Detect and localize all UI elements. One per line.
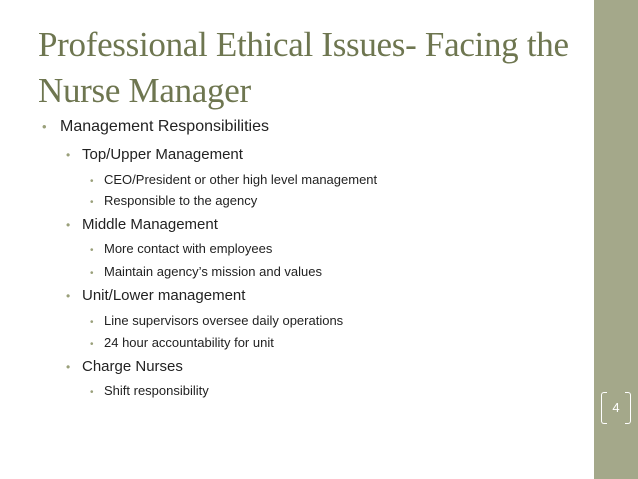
bullet-text: Shift responsibility (104, 383, 209, 398)
bullet-text: Middle Management (82, 216, 218, 233)
bullet-text: Maintain agency’s mission and values (104, 264, 322, 279)
bullet-text: Responsible to the agency (104, 193, 258, 208)
bullet-top-upper-management (66, 146, 243, 163)
bullet-text: More contact with employees (104, 241, 273, 256)
bullet-icon: • (66, 148, 71, 162)
bullet-icon: • (90, 176, 94, 187)
bullet-management-responsibilities (42, 118, 269, 136)
bullet-text: Top/Upper Management (82, 146, 243, 163)
page-number-text: 4 (612, 400, 620, 415)
bullet-line-supervisors (90, 313, 343, 328)
bullet-icon: • (90, 339, 94, 350)
bracket-right-icon (625, 392, 631, 424)
bullet-middle-management (66, 216, 218, 233)
bullet-icon: • (66, 218, 71, 232)
bullet-more-contact (90, 241, 272, 256)
bullet-text: Line supervisors oversee daily operations (104, 313, 344, 328)
bullet-charge-nurses (66, 358, 183, 375)
bullet-text: Management Responsibilities (60, 118, 269, 135)
bullet-icon: • (90, 197, 94, 208)
bullet-icon: • (66, 289, 71, 303)
bullet-icon: • (90, 387, 94, 398)
bracket-left-icon (601, 392, 607, 424)
bullet-icon: • (90, 317, 94, 328)
bullet-icon: • (42, 119, 47, 134)
bullet-icon: • (90, 268, 94, 279)
bullet-24-hour-accountability (90, 335, 274, 350)
bullet-maintain-mission (90, 264, 322, 279)
bullet-ceo-president (90, 172, 377, 187)
bullet-text: Unit/Lower management (82, 287, 246, 304)
bullet-icon: • (66, 360, 71, 374)
bullet-icon: • (90, 245, 94, 256)
bullet-text: CEO/President or other high level management (104, 172, 378, 187)
bullet-shift-responsibility (90, 383, 209, 398)
slide-title: Professional Ethical Issues- Facing the Nurse Manager (38, 25, 569, 110)
bullet-responsible-agency (90, 193, 257, 208)
page-number (601, 392, 631, 424)
bullet-text: 24 hour accountability for unit (104, 335, 274, 350)
bullet-unit-lower-management (66, 287, 245, 304)
bullet-text: Charge Nurses (82, 358, 183, 375)
